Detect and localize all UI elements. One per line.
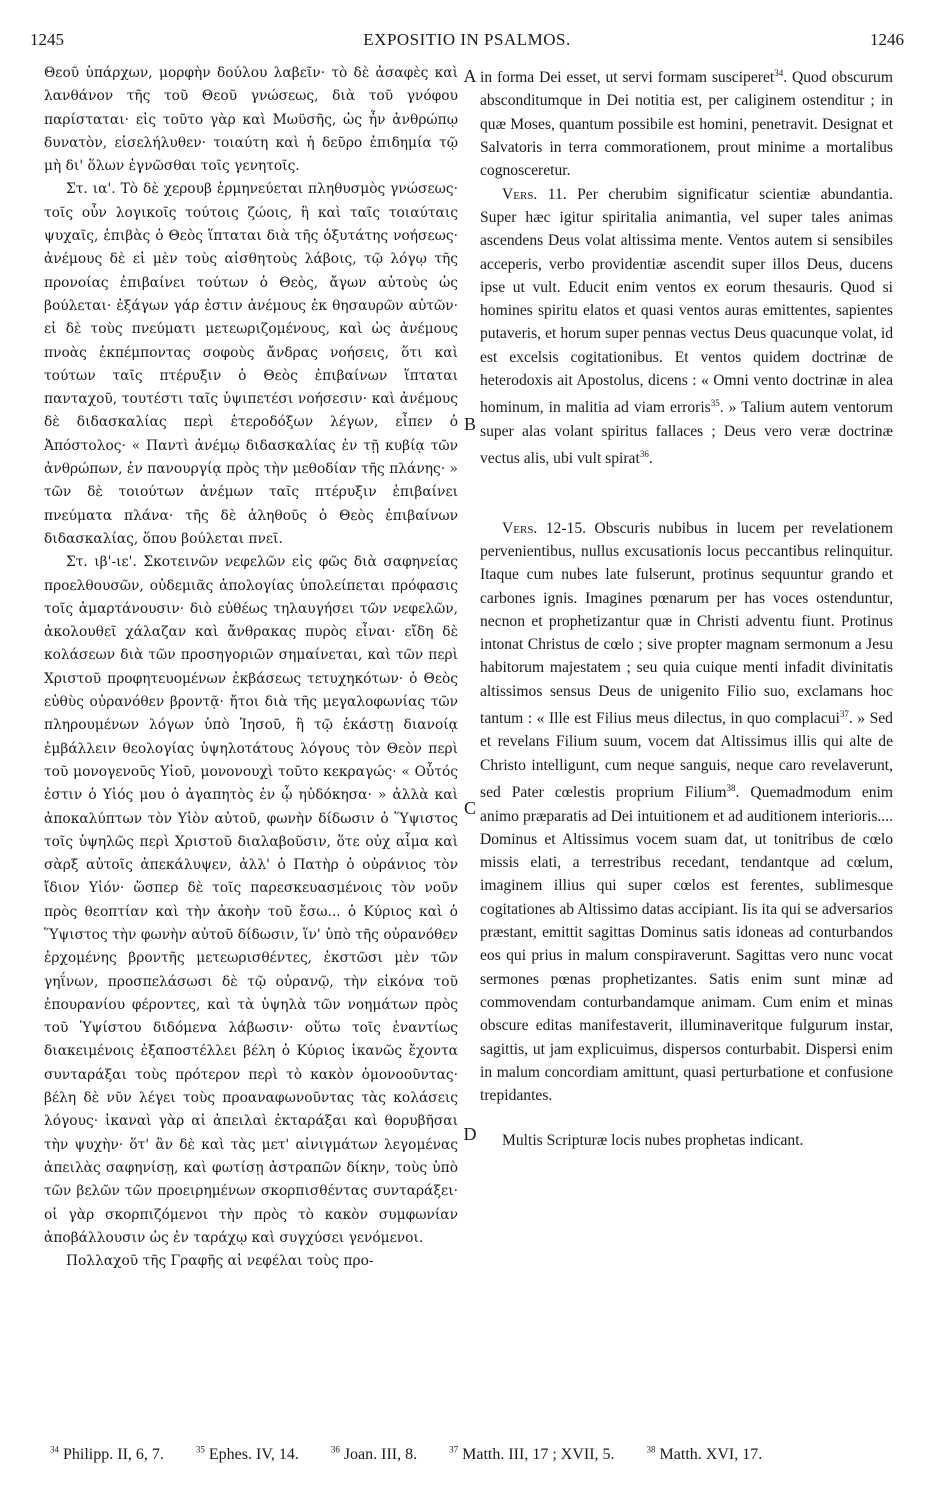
margin-marker-c: C: [463, 798, 476, 818]
margin-marker-d: D: [463, 1124, 477, 1144]
greek-column: [44, 62, 458, 1273]
greek-paragraph: Πολλαχοῦ τῆς Γραφῆς αἱ νεφέλαι τοὺς προ-: [66, 1253, 374, 1270]
latin-column: [480, 62, 893, 1153]
page-header: [30, 30, 904, 54]
footnote: $^{35}$ Ephes. IV, 14.: [195, 1445, 299, 1464]
footnote: $^{38}$ Matth. XVI, 17.: [646, 1445, 763, 1464]
latin-paragraph: Vers. 12-15. Obscuris nubibus in lucem per revelationem pervenientibus, nullus excusationis locus peccantibus relinquitur. Itaque cum nubes late fulserunt, protinus sequuntur grando et carbones ignis. Imagines pœnarum per has voces ostenduntur, necnon et prophetizantur quæ in Christi adventu fiunt. Protinus intonat Christus de cœlo ; sive propter magnam sermonum a Jesu habitorum majestatem ; seu quia cuique menti infadit divinitatis altissimos sensus Deus de unigenito Filio suo, exclamans hoc tantum : « Ille est Filius meus dilectus, in quo complacui$^{37}$. » Sed et revelans Filium suum, vocem dat Altissimus illis qui alte de Christo intelligunt, cum neque sanguis, neque caro revelaverunt, sed Pater cœlestis proprium Filium$^{38}$. Quemadmodum enim animo præparatis ad Dei intuitionem et ad auditionem interioris.... Dominus et Altissimus vocem suam dat, ut tonitribus de cœlo missis elati, a terrestribus recedant, tendantque ad cœlum, imaginem illius qui super cœlos est ferentes, sublimesque cogitationes ab Altissimo datas accipiant. Iis ita qui se adversarios præstant, emittit sagittas Dominus satis idoneas ad conturbandos eos qui prius in malum conspiraverunt. Sagittas vero nunc vocat sermones pœnas prophetizantes. Satis enim sunt minæ ad commovendam conturbandamque animam. Cum enim et minas obscure editas manifestaverit, illuminaveritque fulgurum instar, sagittis, ut jam explicuimus, dispersos conturbabit. Dispersi enim in malum concordiam amittunt, quasi perturbatione et confusione trepidantes.: [480, 519, 893, 1105]
greek-paragraph: Θεοῦ ὑπάρχων, μορφὴν δούλου λαβεῖν· τὸ δὲ ἀσαφὲς καὶ λανθάνον τῆς τοῦ Θεοῦ γνώσεως, διὰ τοῦ γνόφου παρίσταται· εἰς τοῦτο γὰρ καὶ Μωϋσῆς, ὡς ἦν ἀνθρώπῳ δυνατὸν, εἰσελήλυθεν· τοιαύτη καὶ ἡ δεῦρο ἐπιδημία τῷ μὴ δι' ὅλων ἐγνῶσθαι τοῖς γενητοῖς.: [44, 65, 458, 175]
verse-label: Vers. 12-15.: [502, 519, 587, 537]
footnote-ref: 38: [726, 783, 736, 794]
footnote-ref: 34: [774, 68, 784, 78]
footnotes: [50, 1445, 910, 1464]
footnote: $^{34}$ Philipp. II, 6, 7.: [50, 1445, 164, 1464]
greek-paragraph: Στ. ια'. Τὸ δὲ χερουβ ἑρμηνεύεται πληθυσμὸς γνώσεως· τοῖς οὖν λογικοῖς τούτοις ζώοις, ἢ καὶ ταῖς τοιαύταις ψυχαῖς, ἐπιβὰς ὁ Θεὸς ἵπταται διὰ τῆς ὀξυτάτης νοήσεως· ἀνέμους δὲ εἰ μὲν τοὺς αἰσθητοὺς λάβοις, τῷ λόγῳ τῆς προνοίας ἐπιβαίνει τούτων ὁ Θεὸς, ἄγων αὐτοὺς ὡς βούλεται· ἐξάγων γάρ ἐστιν ἀνέμους ἐκ θησαυρῶν αὐτῶν· εἰ δὲ τοὺς πνεύματι μετεωριζομένους, καὶ ὡς ἀνέμους πνοὰς ἐκπέμποντας σοφοὺς ἄνδρας νοήσεις, ὅτι καὶ τούτων ταῖς πτέρυξιν ὁ Θεὸς ἐπιβαίνων ἵπταται πανταχοῦ, τουτέστι ταῖς ὑψιπετέσι νοήσεσιν· καὶ ἀνέμους δὲ διδασκαλίας περὶ ἑτεροδόξων λέγων, εἶπεν ὁ Ἀπόστολος· « Παντὶ ἀνέμῳ διδασκαλίας ἐν τῇ κυβίᾳ τῶν ἀνθρώπων, ἐν πανουργίᾳ πρὸς τὴν μεθοδίαν τῆς πλάνης· » τῶν δὲ τοιούτων ἀνέμων ταῖς πτέρυξιν ἐπιβαίνει πνεύματα πλάνα· τῆς δὲ ἀληθοῦς ὁ Θεὸς ἐπιβαίνων διδασκαλίας, ὅπου βούλεται πνεῖ.: [44, 181, 458, 547]
footnote-ref: 37: [839, 708, 849, 719]
verse-label: Vers. 11.: [502, 185, 567, 203]
page-number-right: 1246: [870, 30, 904, 49]
footnote-ref: 36: [639, 449, 649, 460]
greek-paragraph: Στ. ιβ'-ιε'. Σκοτεινῶν νεφελῶν εἰς φῶς διὰ σαφηνείας προελθουσῶν, οὐδεμιᾶς ἀπολογίας ὑπολείπεται πρόφασις τοῖς ἁμαρτάνουσιν· διὸ εὐθέως τηλαυγήσει τῶν νεφελῶν, ἀκολουθεῖ χάλαζαν καὶ ἄνθρακας πυρὸς εἶναι· εἴδη δὲ κολάσεων διὰ τῶν προσηγοριῶν σημαίνεται, καὶ τῶν περὶ Χριστοῦ προφητευομένων ἐκβάσεως τετυχηκότων· ὁ Θεὸς εὐθὺς οὐρανόθεν βροντᾷ· ἤτοι διὰ τῆς μεγαλοφωνίας τῶν πληρουμένων λόγων ὑπὸ Ἰησοῦ, ἢ τῷ ἑκάστῃ διανοίᾳ ἐμβάλλειν θεολογίας ὑψηλοτάτους λόγους τὸν Θεὸν περὶ τοῦ μονογενοῦς Υἱοῦ, μονονουχὶ τοῦτο κεκραγώς· « Οὗτός ἐστιν ὁ Υἱός μου ὁ ἀγαπητὸς ἐν ᾧ ηὐδόκησα· » ἀλλὰ καὶ ἀποκαλύπτων τὸν Υἱὸν αὐτοῦ, φωνὴν δίδωσιν ὁ Ὕψιστος τοῖς ὑψηλῶς περὶ Χριστοῦ διαλαβοῦσιν, ὅτε οὐχ αἷμα καὶ σὰρξ αὐτοῖς ἀπεκάλυψεν, ἀλλ' ὁ Πατὴρ ὁ οὐράνιος τὸν ἴδιον Υἱόν· ὥσπερ δὲ τοῖς παρεσκευασμένοις τὸν νοῦν πρὸς θεοπτίαν καὶ τὴν ἀκοὴν τοῦ ἔσω... ὁ Κύριος καὶ ὁ Ὕψιστος τὴν φωνὴν αὐτοῦ δίδωσιν, ἵν' ὑπὸ τῆς οὐρανόθεν ἐρχομένης βροντῆς μετεωρισθέντες, ἐκστῶσι μὲν τῶν γηΐνων, προσπελάσωσι δὲ τῷ οὐρανῷ, τὴν εἰκόνα τοῦ ἐπουρανίου φέροντες, καὶ τὰ ὑψηλὰ τῶν νοημάτων πρὸς τοῦ Ὑψίστου διδόμενα λάβωσιν· οὕτω τοῖς ἐναντίως διακειμένοις ἐξαποστέλλει βέλη ὁ Κύριος ἱκανῶς ἔχοντα συνταράξαι τοὺς πρότερον περὶ τὸ κακὸν ὁμονοοῦντας· βέλη δὲ νῦν λέγει τοὺς προαναφωνοῦντας τὰς κολάσεις λόγους· ἱκαναὶ γὰρ αἱ ἀπειλαὶ ἐκταράξαι καὶ θορυβῆσαι τὴν ψυχὴν· ὅτ' ἂν δὲ καὶ τὰς μετ' αἰνιγμάτων λεγομένας ἀπειλὰς σαφηνίσῃ, καὶ φωτίσῃ ἀστραπῶν δίκην, τοὺς ὑπὸ τῶν βελῶν τῶν προειρημένων σκορπισθέντας συνταράξει· οἱ γὰρ σκορπιζόμενοι τὴν πρὸς τὸ κακὸν συμφωνίαν ἀποβάλλουσιν ὡς ἐν ταράχῳ καὶ συγχύσει γενόμενοι.: [44, 554, 458, 1246]
latin-paragraph: Vers. 11. Per cherubim significatur scientiæ abundantia. Super hæc igitur spiritalia animantia, vel super tales animas ascendens Deus volat altissima mente. Ventos autem si sensibiles acceperis, verbo providentiæ ascendit super illos Deus, ducens ipse ut vult. Educit enim ventos ex eorum thesauris. Quod si homines spiritu elatos et quasi ventos auras emittentes, sapientes putaveris, et horum super pennas vectus Deus quacunque volat, id est excelsis cogitationibus. Et ventos quidem doctrinæ de heterodoxis ait Apostolus, dicens : « Omni vento doctrinæ in alea hominum, in malitia ad viam erroris$^{35}$. » Talium autem ventorum super alas volant spiritus fallaces ; Deus vero veræ doctrinæ vectus alis, ubi vult spirat$^{36}$.: [480, 185, 893, 468]
latin-paragraph: Multis Scripturæ locis nubes prophetas indicant.: [502, 1132, 804, 1150]
footnote: $^{37}$ Matth. III, 17 ; XVII, 5.: [449, 1445, 615, 1464]
footnote: $^{36}$ Joan. III, 8.: [330, 1445, 418, 1464]
running-title: EXPOSITIO IN PSALMOS.: [363, 30, 571, 49]
page-number-left: 1245: [30, 30, 64, 49]
footnote-ref: 35: [710, 398, 720, 409]
margin-marker-a: A: [463, 66, 477, 86]
latin-paragraph: in forma Dei esset, ut servi formam susciperet$^{34}$. Quod obscurum absconditumque in Dei notitia est, per caliginem ostenditur ; in quæ Moses, quantum possibile est homini, penetravit. Designat et Salvatoris in terra commorationem, prout minime a mortalibus cognosceretur.: [480, 68, 893, 180]
margin-marker-b: B: [463, 414, 476, 434]
